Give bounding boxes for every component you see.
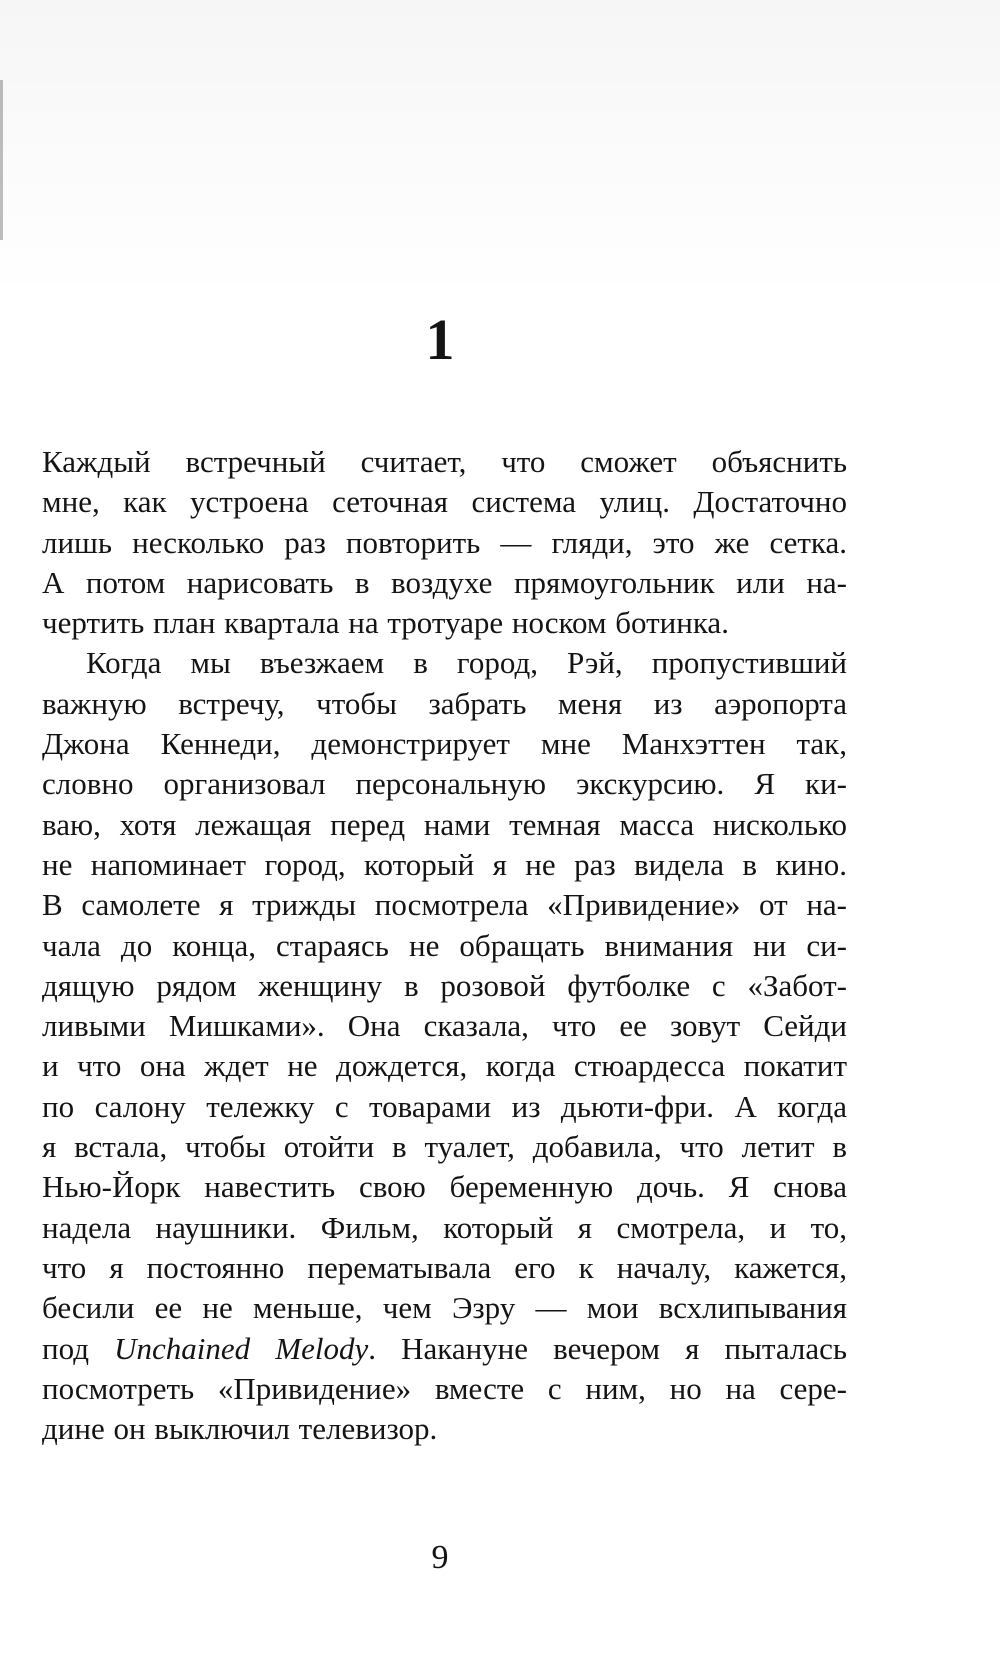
song-title: Unchained Melody [114, 1330, 369, 1366]
text-line: лишь несколько раз повторить — гляди, это же сетка. [42, 524, 847, 560]
text-line: В самолете я трижды посмотрела «Привидение» от на- [42, 887, 847, 923]
show-through-shadow [0, 0, 1000, 300]
text-line: Каждый встречный считает, что сможет объяснить [42, 444, 847, 479]
text-line: словно организовал персональную экскурсию. Я ки- [42, 766, 847, 802]
text-segment: . Накануне вечером я пыталась [368, 1330, 847, 1366]
text-line: Джона Кеннеди, демонстрирует мне Манхэттен так, [42, 726, 847, 762]
text-line: и что она ждет не дождется, когда стюардесса покатит [42, 1048, 847, 1084]
text-line: по салону тележку с товарами из дьюти-фри. А когда [42, 1088, 847, 1124]
page-number: 9 [431, 1539, 449, 1576]
text-line: мне, как устроена сеточная система улиц. Достаточно [42, 484, 847, 520]
body-text [42, 442, 847, 1449]
text-line: дине он выключил телевизор. [42, 1411, 438, 1447]
text-line: что я постоянно перематывала его к началу, кажется, [42, 1249, 847, 1285]
text-line: посмотреть «Привидение» вместе с ним, но на сере- [42, 1370, 847, 1406]
page-edge-mark [0, 80, 3, 240]
text-line: важную встречу, чтобы забрать меня из аэропорта [42, 685, 847, 721]
text-line: А потом нарисовать в воздухе прямоугольник или на- [42, 564, 847, 600]
text-line: бесили ее не меньше, чем Эзру — мои всхлипывания [42, 1290, 847, 1326]
text-line: я встала, чтобы отойти в туалет, добавила, что летит в [42, 1129, 847, 1165]
text-line: ваю, хотя лежащая перед нами темная масса нисколько [42, 806, 847, 842]
text-segment: под [42, 1330, 115, 1366]
text-line: надела наушники. Фильм, который я смотрела, и то, [42, 1209, 847, 1245]
text-line-with-italic [42, 1329, 847, 1369]
text-line: Когда мы въезжаем в город, Рэй, пропустивший [86, 645, 847, 681]
text-line: ливыми Мишками». Она сказала, что ее зовут Сейди [42, 1008, 847, 1044]
text-line: Нью-Йорк навестить свою беременную дочь. Я снова [42, 1169, 847, 1205]
text-line: не напоминает город, который я не раз видела в кино. [42, 846, 847, 882]
chapter-number: 1 [425, 307, 455, 372]
text-line: чала до конца, стараясь не обращать внимания ни си- [42, 927, 847, 963]
text-line: дящую рядом женщину в розовой футболке с «Забот- [42, 967, 847, 1003]
text-line: чертить план квартала на тротуаре носком ботинка. [42, 605, 729, 641]
